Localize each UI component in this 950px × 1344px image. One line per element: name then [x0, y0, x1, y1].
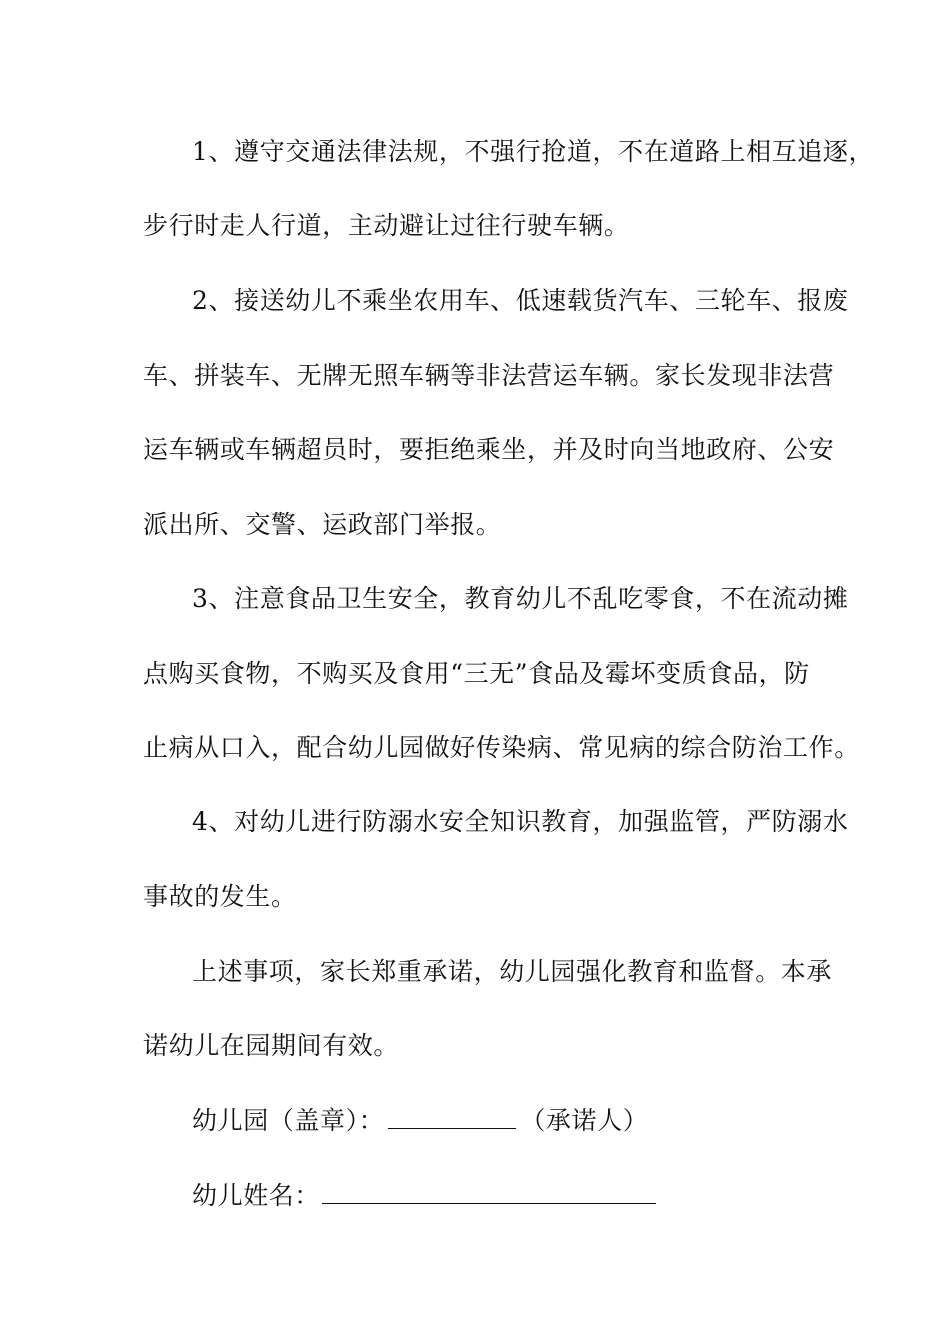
child-name-blank[interactable] — [322, 1183, 656, 1204]
paragraph-1-line-2: 步行时走人行道，主动避让过往行驶车辆。 — [143, 211, 630, 240]
kindergarten-seal-row — [192, 1105, 648, 1137]
paragraph-5-line-2: 诺幼儿在园期间有效。 — [143, 1031, 400, 1060]
paragraph-2-line-2: 车、拼装车、无牌无照车辆等非法营运车辆。家长发现非法营 — [143, 361, 835, 390]
paragraph-4-line-1: 4、对幼儿进行防溺水安全知识教育，加强监管，严防溺水 — [192, 807, 849, 836]
paragraph-2-line-4: 派出所、交警、运政部门举报。 — [143, 510, 502, 539]
paragraph-1-line-1: 1、遵守交通法律法规，不强行抢道，不在道路上相互追逐， — [192, 137, 875, 166]
kindergarten-seal-label: 幼儿园（盖章）： — [192, 1106, 385, 1135]
child-name-label: 幼儿姓名： — [192, 1181, 321, 1210]
promisor-label: （承诺人） — [520, 1106, 649, 1135]
paragraph-4-line-2: 事故的发生。 — [143, 882, 297, 911]
paragraph-2-line-3: 运车辆或车辆超员时，要拒绝乘坐，并及时向当地政府、公安 — [143, 435, 835, 464]
child-name-row — [192, 1180, 656, 1212]
paragraph-3-line-1: 3、注意食品卫生安全，教育幼儿不乱吃零食，不在流动摊 — [192, 584, 849, 613]
paragraph-2-line-1: 2、接送幼儿不乘坐农用车、低速载货汽车、三轮车、报废 — [192, 286, 849, 315]
paragraph-5-line-1: 上述事项，家长郑重承诺，幼儿园强化教育和监督。本承 — [192, 957, 833, 986]
kindergarten-seal-blank[interactable] — [388, 1108, 516, 1129]
paragraph-3-line-2: 点购买食物，不购买及食用“三无”食品及霉坏变质食品，防 — [143, 659, 810, 688]
paragraph-3-line-3: 止病从口入，配合幼儿园做好传染病、常见病的综合防治工作。 — [143, 733, 860, 762]
